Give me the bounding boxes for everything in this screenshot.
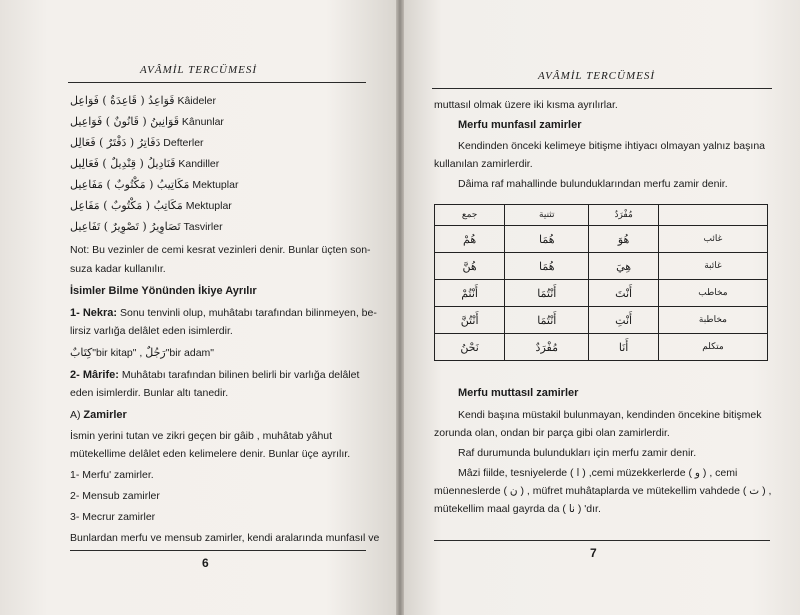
nekra-label: 1- Nekra: <box>70 307 118 319</box>
list-item: 2- Mensub zamirler <box>70 490 160 502</box>
arabic-word: مَكَاتِيبُ ( مَكْتُوبٌ ) مَفَاعِيل <box>70 178 190 191</box>
table-header-row <box>435 205 768 226</box>
table-row <box>435 280 768 307</box>
zamirler-prefix: A) <box>70 409 81 421</box>
body-line: Kendinden önceki kelimeye bitişme ihtiyacı olmayan yalnız başına <box>458 140 765 152</box>
turkish-word: Mektuplar <box>185 200 232 212</box>
body-line: Mâzi fiilde, tesniyelerde ( ا ) ,cemi müzekkerlerde ( و ) , cemi <box>458 467 738 479</box>
left-header-rule <box>68 82 366 83</box>
zamirler-heading <box>70 408 127 422</box>
nekra-line <box>70 306 377 320</box>
marife-line <box>70 368 359 382</box>
cell-mufred: أَنْتِ <box>589 307 659 334</box>
cell-label: متكلم <box>658 334 767 361</box>
list-item: 3- Mecrur zamirler <box>70 511 156 523</box>
turkish-word: Defterler <box>163 137 204 149</box>
body-line: kullanılan zamirlerdir. <box>434 158 533 170</box>
body-line: muttasıl olmak üzere iki kısma ayrılırlar. <box>434 99 618 111</box>
book-gutter <box>396 0 404 615</box>
turkish-word: Kâideler <box>177 95 216 107</box>
header-mufred: مُفْرَدٌ <box>589 205 659 226</box>
arabic-word: قَوَانِينُ ( قَانُونٌ ) فَوَاعِيل <box>70 115 179 128</box>
vocab-line <box>70 178 238 192</box>
last-line: Bunlardan merfu ve mensub zamirler, kendi aralarında munfasıl ve <box>70 532 380 544</box>
vocab-line <box>70 115 224 129</box>
turkish-word: Mektuplar <box>192 179 239 191</box>
body-line: zorunda olan, ondan bir parça gibi olan zamirlerdir. <box>434 427 670 439</box>
example-arabic: كِتَابٌ <box>70 346 93 359</box>
cell-label: غائب <box>658 226 767 253</box>
cell-label: غائبة <box>658 253 767 280</box>
marife-label: 2- Mârife: <box>70 369 119 381</box>
vocab-line <box>70 220 223 234</box>
vocab-line <box>70 157 219 171</box>
cell-tesniye: أَنْتُمَا <box>505 307 589 334</box>
example-arabic: رَجُلٌ <box>145 346 166 359</box>
arabic-word: قَوَاعِدُ ( قَاعِدَةٌ ) فَوَاعِل <box>70 94 175 107</box>
arabic-word: دَفَاتِرُ ( دَفْتَرٌ ) فَعَالِل <box>70 136 161 149</box>
header-cemi: جمع <box>435 205 505 226</box>
header-empty <box>658 205 767 226</box>
table-row <box>435 307 768 334</box>
zamirler-title: Zamirler <box>83 409 127 421</box>
table-row <box>435 334 768 361</box>
vocab-line <box>70 136 204 150</box>
cell-tesniye: هُمَا <box>505 226 589 253</box>
isim-line: İsmin yerini tutan ve zikri geçen bir gâib , muhâtab yâhut <box>70 430 333 442</box>
heading-munfasil: Merfu munfasıl zamirler <box>458 119 582 131</box>
example-text: "bir kitap" , <box>92 347 143 359</box>
right-page-header: AVÂMİL TERCÜMESİ <box>538 70 655 82</box>
body-line: müenneslerde ( ن ) , müfret muhâtaplarda ve mütekellim vahdede ( ت ) , <box>434 485 772 497</box>
cell-mufred: هِيَ <box>589 253 659 280</box>
heading-muttasil: Merfu muttasıl zamirler <box>458 387 579 399</box>
list-item: 1- Merfu' zamirler. <box>70 469 154 481</box>
body-line: mütekellim maal gayrda da ( نا ) 'dır. <box>434 503 601 515</box>
turkish-word: Kandiller <box>178 158 220 170</box>
table-row <box>435 253 768 280</box>
left-footer-rule <box>70 550 366 551</box>
arabic-word: قَنَادِيلُ ( قِنْدِيلٌ ) فَعَالِيل <box>70 157 176 170</box>
section-title: İsimler Bilme Yönünden İkiye Ayrılır <box>70 285 257 297</box>
cell-label: مخاطب <box>658 280 767 307</box>
zamir-table <box>434 204 768 361</box>
nekra-line: lirsiz varlığa delâlet eden isimlerdir. <box>70 325 233 337</box>
cell-mufred: هُوَ <box>589 226 659 253</box>
left-page-header: AVÂMİL TERCÜMESİ <box>140 64 257 76</box>
body-line: Kendi başına müstakil bulunmayan, kendinden öncekine bitişmek <box>458 409 762 421</box>
turkish-word: Kânunlar <box>181 116 224 128</box>
cell-cemi: أَنْتُنَّ <box>435 307 505 334</box>
cell-cemi: هُمْ <box>435 226 505 253</box>
turkish-word: Tasvirler <box>183 221 223 233</box>
body-line: Raf durumunda bulundukları için merfu zamir denir. <box>458 447 697 459</box>
table-row <box>435 226 768 253</box>
page-number-left: 6 <box>202 556 209 570</box>
cell-cemi: هُنَّ <box>435 253 505 280</box>
cell-tesniye: أَنْتُمَا <box>505 280 589 307</box>
example-text: "bir adam" <box>165 347 215 359</box>
cell-tesniye: هُمَا <box>505 253 589 280</box>
cell-cemi: نَحْنُ <box>435 334 505 361</box>
note-line: Not: Bu vezinler de cemi kesrat vezinleri denir. Bunlar üçten son- <box>70 244 371 256</box>
vocab-line <box>70 199 232 213</box>
nekra-text: Sonu tenvinli olup, muhâtabı tarafından bilinmeyen, be- <box>120 307 377 319</box>
cell-label: مخاطبة <box>658 307 767 334</box>
arabic-word: تَصَاوِيرُ ( تَصْوِيرٌ ) تَفَاعِيل <box>70 220 181 233</box>
right-header-rule <box>432 88 772 89</box>
vocab-line <box>70 94 216 108</box>
cell-tesniye: مُفْرَدٌ <box>505 334 589 361</box>
cell-mufred: أَنَا <box>589 334 659 361</box>
arabic-word: مَكَاتِبُ ( مَكْتُوبٌ ) مَفَاعِل <box>70 199 183 212</box>
cell-cemi: أَنْتُمْ <box>435 280 505 307</box>
header-tesniye: تثنية <box>505 205 589 226</box>
body-line: Dâima raf mahallinde bulunduklarından merfu zamir denir. <box>458 178 728 190</box>
page-number-right: 7 <box>590 546 597 560</box>
marife-text: Muhâtabı tarafından bilinen belirli bir varlığa delâlet <box>121 369 360 381</box>
right-footer-rule <box>434 540 770 541</box>
marife-line: eden isimlerdir. Bunlar altı tanedir. <box>70 387 229 399</box>
cell-mufred: أَنْتَ <box>589 280 659 307</box>
isim-line: mütekellime delâlet eden kelimelere denir. Bunlar üçe ayrılır. <box>70 448 351 460</box>
example-line <box>70 346 214 360</box>
note-line: suza kadar kullanılır. <box>70 263 166 275</box>
